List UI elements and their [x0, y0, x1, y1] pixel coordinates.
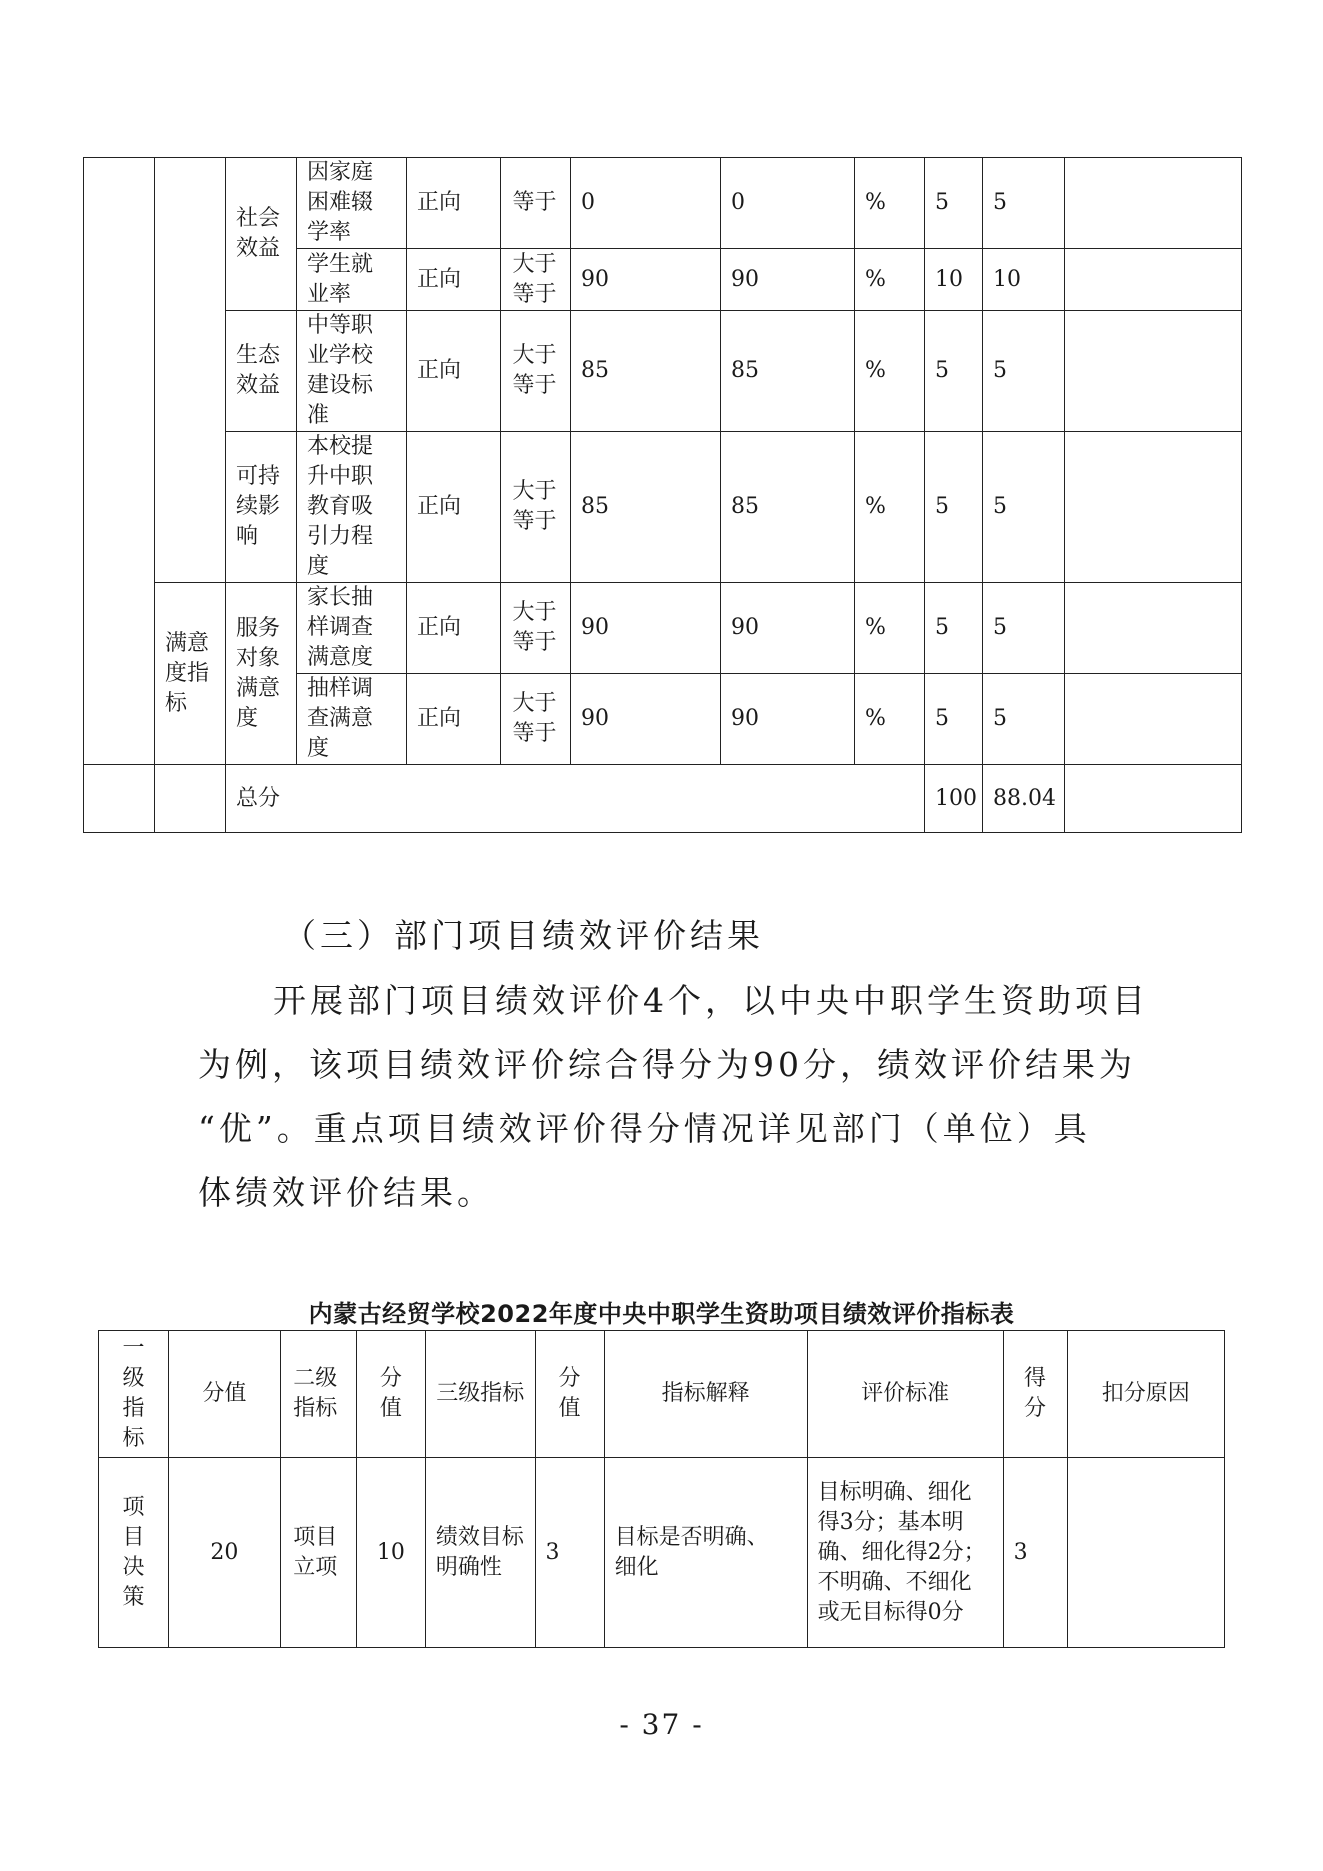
- direction-cell: 正向: [407, 249, 501, 311]
- indicator-label: 家长抽样调查满意度: [307, 585, 374, 670]
- target-value-cell: 90: [571, 674, 721, 765]
- direction-cell: 正向: [407, 158, 501, 249]
- subcategory-label: 可持续影响: [236, 464, 281, 549]
- indicator-cell: [297, 432, 407, 583]
- operator-cell: [501, 249, 571, 311]
- operator-label: 大于等于: [512, 479, 557, 534]
- page-number: - 37 -: [619, 1708, 704, 1741]
- level2-label: 满意度指标: [165, 630, 210, 716]
- actual-value-cell: 85: [721, 432, 855, 583]
- header-score1: 分值: [169, 1331, 281, 1458]
- total-row: [84, 765, 1242, 833]
- unit-cell: %: [855, 249, 925, 311]
- target-value-cell: 90: [571, 249, 721, 311]
- remark-cell: [1065, 158, 1242, 249]
- indicator-label: 中等职业学校建设标准: [307, 313, 374, 428]
- unit-cell: %: [855, 432, 925, 583]
- weight-cell: 5: [925, 158, 983, 249]
- table-row: [99, 1458, 1225, 1648]
- actual-value-cell: 90: [721, 674, 855, 765]
- score1-cell: 20: [169, 1458, 281, 1648]
- operator-label: 等于: [512, 190, 557, 215]
- unit-cell: %: [855, 674, 925, 765]
- level1-label: 项目决策: [122, 1494, 145, 1610]
- score-cell: 5: [983, 674, 1065, 765]
- header-level3: 三级指标: [425, 1331, 535, 1458]
- operator-label: 大于等于: [512, 691, 557, 746]
- subcategory-cell: [226, 432, 297, 583]
- remark-cell: [1065, 432, 1242, 583]
- indicator-label: 抽样调查满意度: [307, 676, 374, 761]
- table-row: [84, 432, 1242, 583]
- table-header-row: [99, 1331, 1225, 1458]
- total-weight: 100: [925, 765, 983, 833]
- paragraph-line: 开展部门项目绩效评价4个，以中央中职学生资助项目: [273, 981, 1149, 1020]
- weight-cell: 10: [925, 249, 983, 311]
- explain-cell: [604, 1458, 807, 1648]
- indicator-cell: [297, 158, 407, 249]
- remark-cell: [1065, 583, 1242, 674]
- weight-cell: 5: [925, 674, 983, 765]
- remark-cell: [1065, 249, 1242, 311]
- weight-cell: 5: [925, 311, 983, 432]
- table-row: [84, 158, 1242, 249]
- paragraph-line: “优”。重点项目绩效评价得分情况详见部门（单位）具: [198, 1109, 1091, 1148]
- header-label: 二级指标: [293, 1366, 338, 1421]
- score-cell: 5: [983, 311, 1065, 432]
- total-score: 88.04: [983, 765, 1065, 833]
- header-standard: 评价标准: [807, 1331, 1003, 1458]
- header-level2: [280, 1331, 356, 1458]
- score2-cell: 10: [356, 1458, 425, 1648]
- header-label: 一级指标: [122, 1336, 145, 1451]
- header-label: 分值: [558, 1366, 581, 1421]
- level2-label: 项目立项: [293, 1524, 338, 1580]
- score-cell: 5: [983, 158, 1065, 249]
- score3-cell: 3: [535, 1458, 604, 1648]
- actual-value-cell: 90: [721, 583, 855, 674]
- level2-cell: [155, 583, 226, 765]
- operator-cell: [501, 583, 571, 674]
- operator-label: 大于等于: [512, 343, 557, 398]
- target-value-cell: 90: [571, 583, 721, 674]
- header-score2: [356, 1331, 425, 1458]
- indicator-label: 本校提升中职教育吸引力程度: [307, 434, 374, 579]
- operator-cell: [501, 311, 571, 432]
- indicator-cell: [297, 311, 407, 432]
- score-cell: 5: [983, 583, 1065, 674]
- indicator-cell: [297, 249, 407, 311]
- operator-label: 大于等于: [512, 600, 557, 655]
- empty-cell: [84, 765, 155, 833]
- header-level1: [99, 1331, 169, 1458]
- actual-value-cell: 90: [721, 249, 855, 311]
- subcategory-label: 社会效益: [236, 206, 281, 261]
- target-value-cell: 85: [571, 432, 721, 583]
- weight-cell: 5: [925, 432, 983, 583]
- empty-cell: [155, 765, 226, 833]
- remark-cell: [1065, 674, 1242, 765]
- got-cell: 3: [1003, 1458, 1067, 1648]
- actual-value-cell: 0: [721, 158, 855, 249]
- total-label: 总分: [226, 765, 925, 833]
- direction-cell: 正向: [407, 583, 501, 674]
- level3-cell: [425, 1458, 535, 1648]
- operator-label: 大于等于: [512, 251, 557, 307]
- direction-cell: 正向: [407, 432, 501, 583]
- unit-cell: %: [855, 583, 925, 674]
- direction-cell: 正向: [407, 311, 501, 432]
- indicator-cell: [297, 674, 407, 765]
- indicator-label: 学生就业率: [307, 251, 374, 307]
- standard-cell: [807, 1458, 1003, 1648]
- reason-cell: [1067, 1458, 1224, 1648]
- actual-value-cell: 85: [721, 311, 855, 432]
- score-cell: 10: [983, 249, 1065, 311]
- paragraph-line: 体绩效评价结果。: [198, 1173, 494, 1212]
- indicator-cell: [297, 583, 407, 674]
- score-cell: 5: [983, 432, 1065, 583]
- subcategory-label: 服务对象满意度: [236, 615, 281, 731]
- weight-cell: 5: [925, 583, 983, 674]
- header-score3: [535, 1331, 604, 1458]
- table-row: [84, 583, 1242, 674]
- header-label: 分值: [379, 1366, 402, 1421]
- performance-indicator-table-continued: [83, 157, 1242, 833]
- operator-cell: [501, 674, 571, 765]
- level3-label: 绩效目标明确性: [435, 1524, 524, 1580]
- operator-cell: [501, 432, 571, 583]
- standard-text: 目标明确、细化得3分；基本明确、细化得2分；不明确、不细化或无目标得0分: [817, 1479, 986, 1625]
- project-evaluation-table: [98, 1330, 1225, 1648]
- unit-cell: %: [855, 158, 925, 249]
- remark-cell: [1065, 311, 1242, 432]
- indicator-label: 因家庭困难辍学率: [307, 160, 374, 245]
- section-heading: （三）部门项目绩效评价结果: [283, 916, 764, 955]
- remark-cell: [1065, 765, 1242, 833]
- target-value-cell: 85: [571, 311, 721, 432]
- subcategory-cell: [226, 311, 297, 432]
- level2-cell: [280, 1458, 356, 1648]
- header-got: [1003, 1331, 1067, 1458]
- direction-cell: 正向: [407, 674, 501, 765]
- subcategory-cell: [226, 583, 297, 765]
- subcategory-cell: [226, 158, 297, 311]
- target-value-cell: 0: [571, 158, 721, 249]
- level1-cell: [99, 1458, 169, 1648]
- explain-text: 目标是否明确、细化: [614, 1524, 769, 1580]
- unit-cell: %: [855, 311, 925, 432]
- table-title: 内蒙古经贸学校2022年度中央中职学生资助项目绩效评价指标表: [308, 1300, 1015, 1328]
- table-row: [84, 311, 1242, 432]
- header-explain: 指标解释: [604, 1331, 807, 1458]
- paragraph-line: 为例，该项目绩效评价综合得分为90分，绩效评价结果为: [198, 1045, 1136, 1084]
- level1-cell: [84, 158, 155, 765]
- header-label: 得分: [1024, 1366, 1047, 1421]
- subcategory-label: 生态效益: [236, 343, 281, 398]
- header-reason: 扣分原因: [1067, 1331, 1224, 1458]
- operator-cell: [501, 158, 571, 249]
- level2-cell: [155, 158, 226, 583]
